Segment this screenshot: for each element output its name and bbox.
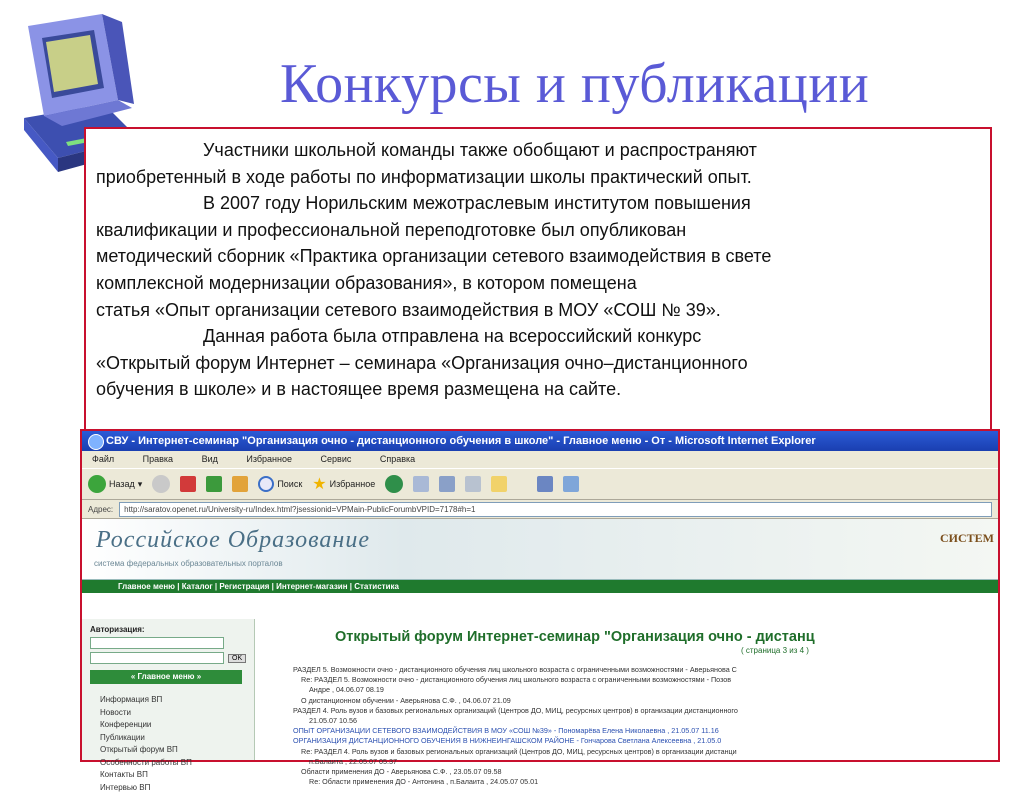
paragraph-line: комплексной модернизации образования», в котором помещена (96, 273, 637, 293)
forward-arrow-icon[interactable] (152, 475, 170, 493)
back-arrow-icon (88, 475, 106, 493)
auth-label: Авторизация: (90, 625, 254, 634)
thread-item[interactable]: РАЗДЕЛ 5. Возможности очно - дистанционного обучения лиц школьного возраста с ограниченными возможностями - Аверьянова С (293, 665, 998, 675)
site-subtitle: система федеральных образовательных порталов (94, 559, 283, 568)
back-button[interactable]: Назад ▾ (88, 475, 142, 493)
forum-title: Открытый форум Интернет-семинар "Организация очно - дистанц (335, 629, 998, 645)
sidebar-item[interactable]: Открытый форум ВП (100, 744, 254, 757)
forum-main (255, 619, 998, 760)
slide-title: Конкурсы и публикации (280, 52, 869, 116)
main-menu-header[interactable]: « Главное меню » (90, 670, 242, 684)
mail-icon[interactable] (439, 476, 455, 492)
text-box (84, 127, 992, 440)
site-logo[interactable]: Российское Образование (96, 527, 370, 554)
address-bar (82, 500, 998, 519)
password-input[interactable] (90, 652, 224, 664)
browser-screenshot (80, 429, 1000, 762)
paragraph-line: В 2007 году Норильским межотраслевым институтом повышения (203, 193, 751, 213)
forum-page-indicator: ( страница 3 из 4 ) (741, 646, 998, 655)
paragraph-line: «Открытый форум Интернет – семинара «Организация очно–дистанционного (96, 353, 748, 373)
star-icon: ★ (312, 474, 326, 494)
browser-title: СВУ - Интернет-семинар "Организация очно - дистанционного обучения в школе" - Главное меню - От - Microsoft Internet Explorer (106, 435, 816, 447)
folder-icon[interactable] (491, 476, 507, 492)
discuss-icon[interactable] (563, 476, 579, 492)
sidebar-item[interactable]: Интервью ВП (100, 782, 254, 794)
paragraph (96, 190, 980, 323)
password-row (90, 652, 254, 664)
sidebar-item[interactable]: Публикации (100, 732, 254, 745)
paragraph-line: приобретенный в ходе работы по информатизации школы практический опыт. (96, 167, 752, 187)
paragraph-line: Данная работа была отправлена на всероссийский конкурс (203, 326, 701, 346)
search-button[interactable] (258, 476, 302, 492)
thread-item[interactable]: РАЗДЕЛ 4. Роль вузов и базовых региональных организаций (Центров ДО, МИЦ, ресурсных центров) в организации дистанционного (293, 706, 998, 716)
refresh-icon[interactable] (206, 476, 222, 492)
sidebar-item[interactable]: Информация ВП (100, 694, 254, 707)
favorites-button-label: Избранное (330, 479, 376, 489)
thread-item[interactable]: 21.05.07 10.56 (293, 716, 998, 726)
thread-item[interactable]: О дистанционном обучении - Аверьянова С.Ф. , 04.06.07 21.09 (293, 696, 998, 706)
paragraph-line: методический сборник «Практика организации сетевого взаимодействия в свете (96, 246, 771, 266)
stop-icon[interactable] (180, 476, 196, 492)
thread-item[interactable]: ОРГАНИЗАЦИЯ ДИСТАНЦИОННОГО ОБУЧЕНИЯ В НИЖНЕИНГАШСКОМ РАЙОНЕ - Гончарова Светлана Алексеевна , 21.05.0 (293, 736, 998, 746)
address-field[interactable]: http://saratov.openet.ru/University-ru/Index.html?jsessionid=VPMain-PublicForumbVPID=7178#h=1 (119, 502, 992, 517)
history-icon[interactable] (413, 476, 429, 492)
ie-logo-icon (88, 434, 104, 450)
login-button[interactable]: OK (228, 654, 246, 663)
sidebar-item[interactable]: Особенности работы ВП (100, 757, 254, 770)
site-header-right: СИСТЕМ (940, 531, 994, 546)
thread-list (293, 665, 998, 787)
back-button-label: Назад (109, 479, 135, 489)
sidebar-item[interactable]: Контакты ВП (100, 769, 254, 782)
paragraph-line: квалификации и профессиональной переподготовке был опубликован (96, 220, 686, 240)
home-icon[interactable] (232, 476, 248, 492)
address-label: Адрес: (88, 505, 113, 514)
print-icon[interactable] (465, 476, 481, 492)
browser-toolbar (82, 468, 998, 500)
menu-tools[interactable]: Сервис (321, 454, 352, 464)
thread-item[interactable]: Re: РАЗДЕЛ 5. Возможности очно - дистанционного обучения лиц школьного возраста с ограниченными возможностями - Позов (293, 675, 998, 685)
favorites-button[interactable] (312, 474, 375, 494)
paragraph (96, 323, 980, 403)
thread-item[interactable]: Re: РАЗДЕЛ 4. Роль вузов и базовых региональных организаций (Центров ДО, МИЦ, ресурсных центров) в организации дистанци (293, 747, 998, 757)
left-sidebar (82, 619, 255, 760)
menu-view[interactable]: Вид (202, 454, 218, 464)
site-navbar[interactable]: Главное меню | Каталог | Регистрация | Интернет-магазин | Статистика (82, 580, 998, 593)
site-header (82, 519, 998, 580)
thread-item[interactable]: п.Балаита , 22.05.07 05.37 (293, 757, 998, 767)
thread-item[interactable]: Андре , 04.06.07 08.19 (293, 685, 998, 695)
sidebar-item[interactable]: Конференции (100, 719, 254, 732)
browser-menubar (82, 451, 998, 468)
media-icon[interactable] (385, 475, 403, 493)
thread-item[interactable]: ОПЫТ ОРГАНИЗАЦИИ СЕТЕВОГО ВЗАИМОДЕЙСТВИЯ В МОУ «СОШ №39» - Пономарёва Елена Николаевна , 21.05.07 11.16 (293, 726, 998, 736)
messenger-icon[interactable] (537, 476, 553, 492)
sidebar-menu (100, 694, 254, 794)
paragraph (96, 137, 980, 190)
page-content (82, 619, 998, 760)
sidebar-item[interactable]: Новости (100, 707, 254, 720)
menu-help[interactable]: Справка (380, 454, 415, 464)
search-button-label: Поиск (277, 479, 302, 489)
menu-edit[interactable]: Правка (143, 454, 173, 464)
paragraph-line: статья «Опыт организации сетевого взаимодействия в МОУ «СОШ № 39». (96, 300, 721, 320)
login-input[interactable] (90, 637, 224, 649)
paragraph-line: Участники школьной команды также обобщают и распространяют (203, 140, 757, 160)
paragraph-line: обучения в школе» и в настоящее время размещена на сайте. (96, 379, 621, 399)
browser-title-bar (82, 431, 998, 451)
menu-file[interactable]: Файл (92, 454, 114, 464)
thread-item[interactable]: Re: Области применения ДО - Антонина , п.Балаита , 24.05.07 05.01 (293, 777, 998, 787)
search-icon (258, 476, 274, 492)
menu-favorites[interactable]: Избранное (246, 454, 292, 464)
thread-item[interactable]: Области применения ДО - Аверьянова С.Ф. , 23.05.07 09.58 (293, 767, 998, 777)
